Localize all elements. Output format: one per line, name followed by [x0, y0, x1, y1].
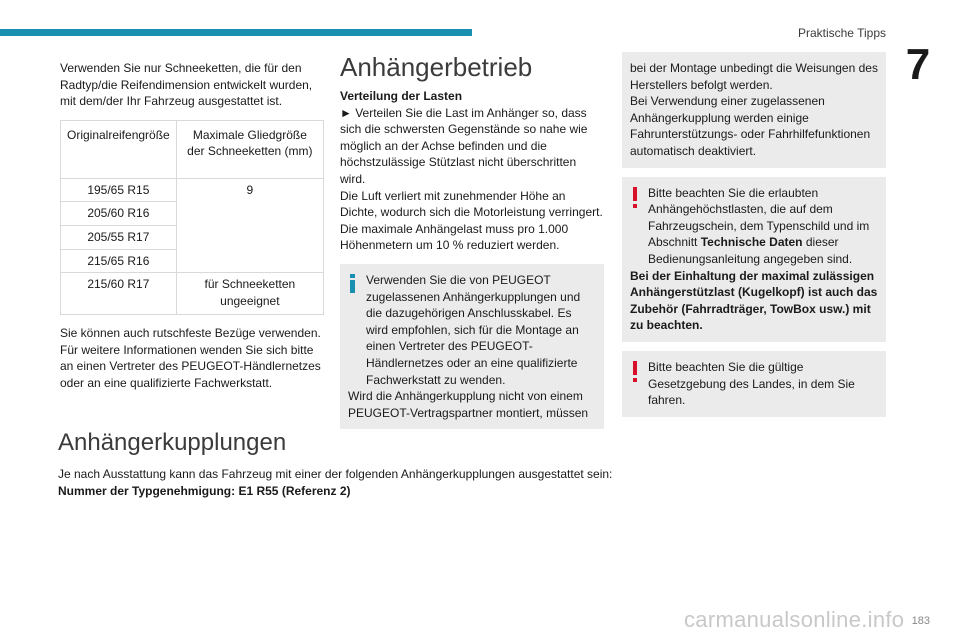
table-cell-link-value: 9 [176, 178, 323, 272]
table-cell-link-value: für Schneeketten ungeeignet [176, 273, 323, 315]
table-cell-size: 205/55 R17 [61, 225, 177, 249]
header-accent-bar [0, 29, 472, 36]
warning-bold-text: Bei der Einhaltung der maximal zulässigen Anhängerstützlast (Kugelkopf) ist auch das Zubehör (Fahrradträger, TowBox usw.) mit zu beachten. [630, 268, 878, 333]
column-warnings [622, 52, 886, 417]
warning-icon [630, 187, 640, 209]
info-box [340, 264, 604, 429]
altitude-paragraph: Die Luft verliert mit zunehmender Höhe an Dichte, wodurch sich die Motorleistung verringert. Die maximale Anhängelast muss pro 1.000 Höhenmetern um 10 % reduziert werden. [340, 188, 603, 253]
column-trailer [340, 52, 604, 429]
page-number: 183 [911, 615, 930, 628]
info-box-text-2: Wird die Anhängerkupplung nicht von einem PEUGEOT-Vertragspartner montiert, müssen [348, 389, 589, 420]
warning-box-loads [622, 177, 886, 342]
table-cell-size: 205/60 R16 [61, 202, 177, 226]
chapter-number: 7 [905, 40, 931, 89]
towbars-line-2: Nummer der Typgenehmigung: E1 R55 (Referenz 2) [58, 483, 351, 498]
section-title-trailer: Anhängerbetrieb [340, 52, 533, 82]
watermark: carmanualsonline.info [684, 607, 905, 632]
table-header-link-size: Maximale Gliedgröße der Schneeketten (mm) [176, 120, 323, 178]
column-snow-chains [60, 60, 324, 392]
table-cell-size: 215/60 R17 [61, 273, 177, 315]
snow-chains-intro: Verwenden Sie nur Schneeketten, die für den Radtyp/die Reifendimension entwickelt wurden, mit dem/der Ihr Fahrzeug ausgestattet ist. [60, 61, 313, 109]
subtitle-load-distribution: Verteilung der Lasten [340, 89, 463, 103]
technical-data-reference: Technische Daten [700, 235, 803, 250]
warning-icon [630, 361, 640, 383]
warning-text-law [630, 359, 878, 409]
snow-chains-outro: Sie können auch rutschfeste Bezüge verwenden. Für weitere Informationen wenden Sie sich bitte an einen Vertreter des PEUGEOT-Händlernetzes oder an eine qualifizierte Fachwerkstatt. [60, 326, 321, 390]
info-box-cont-text-2: Bei Verwendung einer zugelassenen Anhängerkupplung werden einige Fahrunterstützungs- oder Fahrhilfefunktionen automatisch deaktiviert. [630, 94, 871, 158]
info-box-main: Verwenden Sie die von PEUGEOT zugelassenen Anhängerkupplungen und die dazugehörigen Anschlusskabel. Es wird empfohlen, sich für die Montage an einen Vertreter des PEUGEOT-Händlernetzes oder an eine qualifizierte Fachwerkstatt zu wenden. [366, 272, 581, 387]
section-towbars [58, 428, 898, 499]
section-title-towbars: Anhängerkupplungen [58, 429, 287, 456]
warning-box-law [622, 351, 886, 417]
info-box-cont-text: bei der Montage unbedingt die Weisungen des Herstellers befolgt werden. [630, 61, 878, 92]
warning-text-loads [630, 185, 878, 268]
table-cell-size: 215/65 R16 [61, 249, 177, 273]
warning-law-text: Bitte beachten Sie die gültige Gesetzgebung des Landes, in dem Sie fahren. [648, 359, 855, 408]
info-box-text [348, 272, 596, 388]
info-icon [348, 274, 358, 294]
table-cell-size: 195/65 R15 [61, 178, 177, 202]
towbars-line-1: Je nach Ausstattung kann das Fahrzeug mit einer der folgenden Anhängerkupplungen ausgestattet sein: [58, 467, 613, 481]
snow-chain-table [60, 120, 324, 315]
load-instruction: ► Verteilen Sie die Last im Anhänger so, dass sich die schwersten Gegenstände so nahe wie möglich an der Achse befinden und die höchstzulässige Stützlast nicht überschritten wird. [340, 105, 588, 186]
warning-text-a: Bitte beachten Sie die erlaubten Anhängehöchstlasten, die auf dem Fahrzeugschein, dem Typenschild und im Abschnitt [648, 185, 870, 250]
chapter-title: Praktische Tipps [797, 26, 886, 40]
table-header-tire-size: Originalreifengröße [61, 120, 177, 178]
info-box-continued [622, 52, 886, 168]
warning-text-c: dieser Bedienungsanleitung angegeben sind. [648, 235, 853, 266]
